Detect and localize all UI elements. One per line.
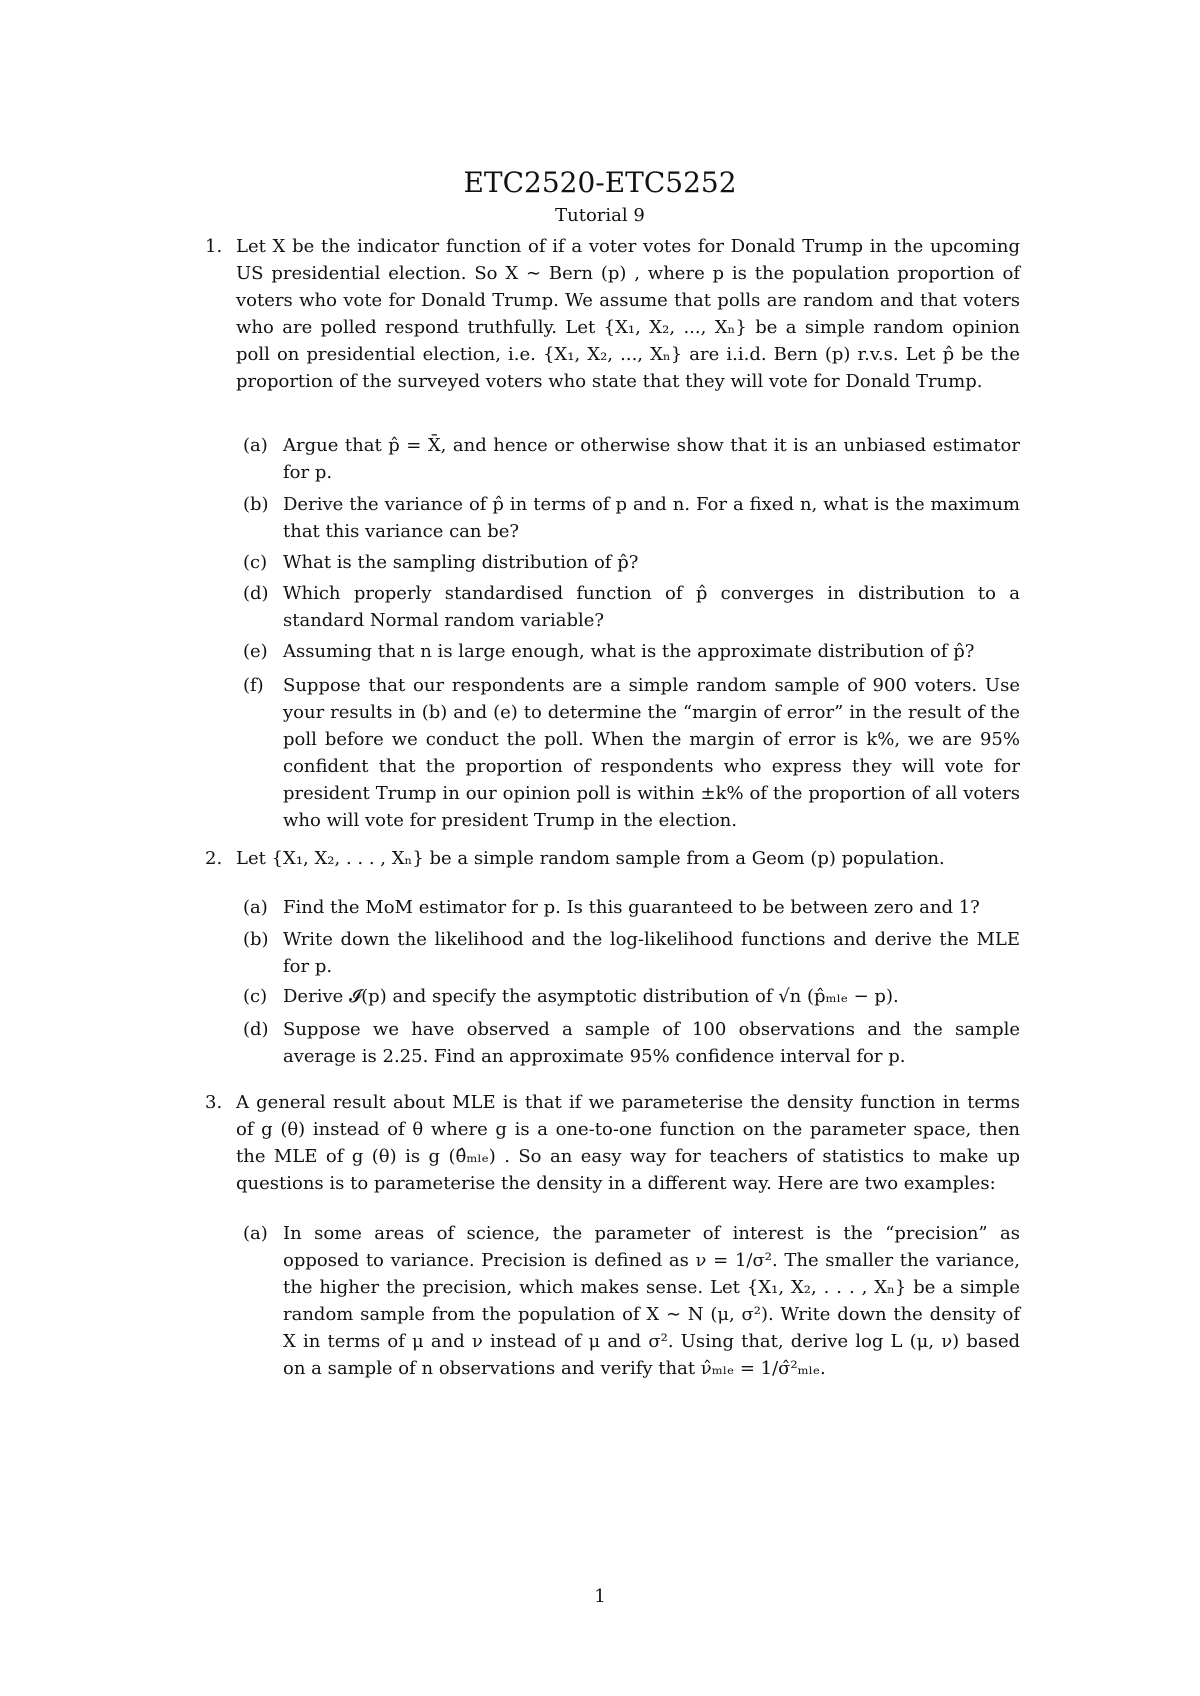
part-text: What is the sampling distribution of p̂? <box>283 552 639 573</box>
part-label: (f) <box>243 675 264 696</box>
part-label: (a) <box>243 435 268 456</box>
part-label: (d) <box>243 583 269 604</box>
page-number: 1 <box>594 1586 606 1607</box>
part-label: (d) <box>243 1019 269 1040</box>
part-text: Suppose we have observed a sample of 100 observations and the sample average is 2.25. Find an approximate 95% confidence interval for p. <box>283 1019 1020 1067</box>
part-text: In some areas of science, the parameter of interest is the “precision” as opposed to variance. Precision is defined as ν = 1/σ². The smaller the variance, the higher the precision, which makes sense. Let {X₁, X₂, . . . , Xₙ} be a simple random sample from the population of X ∼ N (μ, σ²). Write down the density of X in terms of μ and ν instead of μ and σ². Using that, derive log L (μ, ν) based on a sample of n observations and verify that ν̂ₘₗₑ = 1/σ̂²ₘₗₑ. <box>283 1223 1020 1379</box>
part-text: Write down the likelihood and the log-likelihood functions and derive the MLE for p. <box>283 929 1020 977</box>
part-text: Derive 𝓘(p) and specify the asymptotic distribution of √n (p̂ₘₗₑ − p). <box>283 986 899 1007</box>
part-label: (c) <box>243 986 268 1007</box>
part-label: (b) <box>243 494 269 515</box>
part-label: (a) <box>243 897 268 918</box>
part-text: Which properly standardised function of p̂ converges in distribution to a standard Normal random variable? <box>283 583 1020 631</box>
part-text: Find the MoM estimator for p. Is this guaranteed to be between zero and 1? <box>283 897 980 918</box>
part-label: (a) <box>243 1223 268 1244</box>
part-text: Suppose that our respondents are a simple random sample of 900 voters. Use your results in (b) and (e) to determine the “margin of error” in the result of the poll before we conduct the poll. When the margin of error is k%, we are 95% confident that the proportion of respondents who express they will vote for president Trump in our opinion poll is within ±k% of the proportion of all voters who will vote for president Trump in the election. <box>283 675 1020 831</box>
question-text: A general result about MLE is that if we parameterise the density function in terms of g (θ) instead of θ where g is a one-to-one function on the parameter space, then the MLE of g (θ) is g (θ̂ₘₗₑ) . So an easy way for teachers of statistics to make up questions is to parameterise the density in a different way. Here are two examples: <box>236 1092 1020 1194</box>
question-number: 2. <box>205 848 223 869</box>
question-number: 1. <box>205 236 223 257</box>
part-label: (e) <box>243 641 268 662</box>
document-title: ETC2520-ETC5252 <box>463 166 737 199</box>
part-label: (c) <box>243 552 268 573</box>
question-text: Let X be the indicator function of if a voter votes for Donald Trump in the upcoming US presidential election. So X ∼ Bern (p) , where p is the population proportion of voters who vote for Donald Trump. We assume that polls are random and that voters who are polled respond truthfully. Let {X₁, X₂, ..., Xₙ} be a simple random opinion poll on presidential election, i.e. {X₁, X₂, ..., Xₙ} are i.i.d. Bern (p) r.v.s. Let p̂ be the proportion of the surveyed voters who state that they will vote for Donald Trump. <box>236 236 1020 392</box>
question-text: Let {X₁, X₂, . . . , Xₙ} be a simple random sample from a Geom (p) population. <box>236 848 945 869</box>
part-text: Derive the variance of p̂ in terms of p and n. For a fixed n, what is the maximum that this variance can be? <box>283 494 1020 542</box>
part-text: Argue that p̂ = X̄, and hence or otherwise show that it is an unbiased estimator for p. <box>283 435 1020 483</box>
document-subtitle: Tutorial 9 <box>555 205 645 226</box>
part-text: Assuming that n is large enough, what is the approximate distribution of p̂? <box>283 641 975 662</box>
part-label: (b) <box>243 929 269 950</box>
question-number: 3. <box>205 1092 223 1113</box>
